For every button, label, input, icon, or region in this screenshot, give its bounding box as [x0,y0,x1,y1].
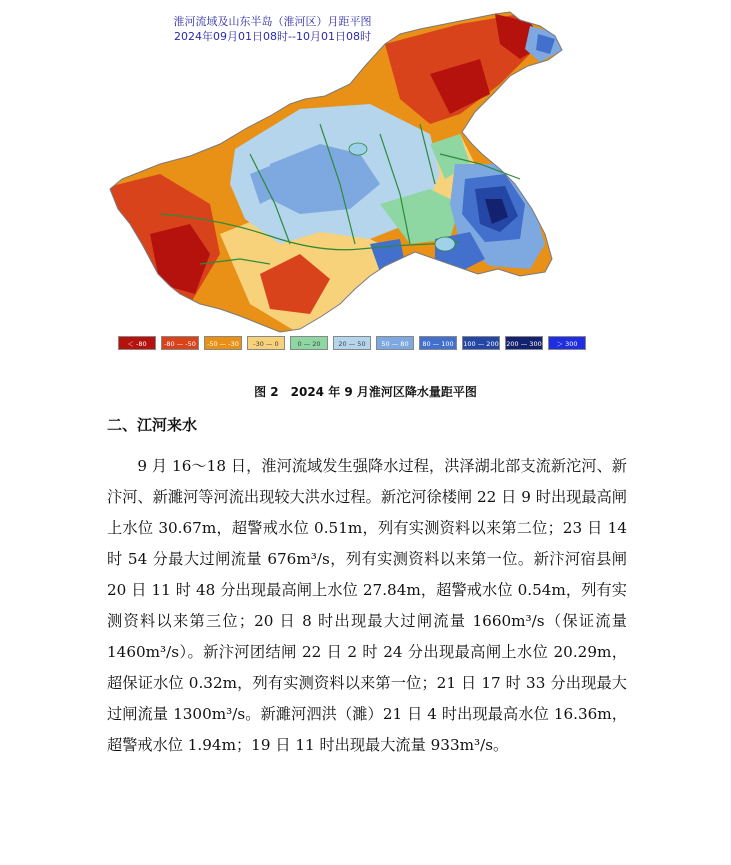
precipitation-anomaly-map [100,4,570,334]
map-legend [118,336,591,352]
legend-item: 80 — 100 [419,336,457,350]
figure-caption: 图 2 2024 年 9 月淮河区降水量距平图 [254,385,477,399]
map-title [100,14,445,44]
legend-item: 200 — 300 [505,336,543,350]
legend-item: ＜ -80 [118,336,156,350]
legend-item: -30 — 0 [247,336,285,350]
map-title-line-2: 2024年09月01日08时--10月01日08时 [174,30,371,43]
legend-item: 20 — 50 [333,336,371,350]
map-image [100,4,570,334]
section-heading: 二、江河来水 [107,416,198,434]
legend-item: ＞ 300 [548,336,586,350]
legend-item: 100 — 200 [462,336,500,350]
legend-item: -50 — -30 [204,336,242,350]
legend-item: -80 — -50 [161,336,199,350]
legend-item: 0 — 20 [290,336,328,350]
legend-item: 50 — 80 [376,336,414,350]
map-title-line-1: 淮河流域及山东半岛（淮河区）月距平图 [173,15,372,28]
body-paragraph: 9 月 16～18 日，淮河流域发生强降水过程，洪泽湖北部支流新沱河、新汴河、新濉河等河流出现较大洪水过程。新沱河徐楼闸 22 日 9 时出现最高闸上水位 30.67m，超警戒水位 0.51m，列有实测资料以来第二位；23 日 14 时 54 分最大过闸流量 676m³/s，列有实测资料以来第一位。新汴河宿县闸 20 日 11 时 48 分出现最高闸上水位 27.84m，超警戒水位 0.54m，列有实测资料以来第三位；20 日 8 时出现最大过闸流量 1660m³/s（保证流量 1460m³/s）。新汴河团结闸 22 日 2 时 24 分出现最高闸上水位 20.29m，超保证水位 0.32m，列有实测资料以来第一位；21 日 17 时 33 分出现最大过闸流量 1300m³/s。新濉河泗洪（濉）21 日 4 时出现最高水位 16.36m，超警戒水位 1.94m；19 日 11 时出现最大流量 933m³/s。 [107,457,627,754]
